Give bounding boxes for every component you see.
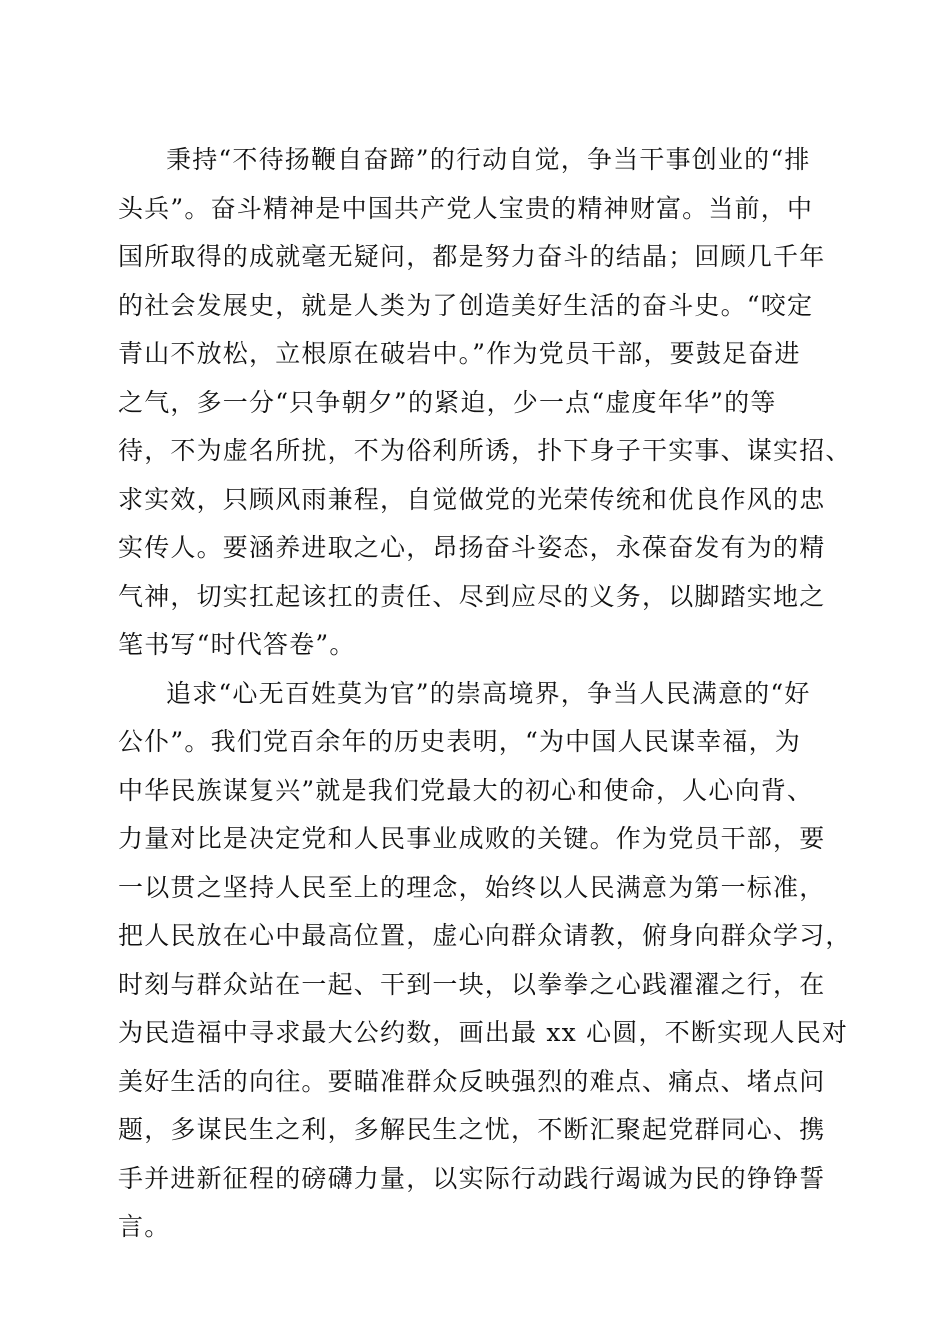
paragraph-line: 秉持“不待扬鞭自奋蹄”的行动自觉，争当干事创业的“排 xyxy=(166,145,811,174)
paragraph-line: 实传人。要涵养进取之心，昂扬奋斗姿态，永葆奋发有为的精 xyxy=(118,533,826,562)
paragraph-line: 之气，多一分“只争朝夕”的紧迫，少一点“虚度年华”的等 xyxy=(118,387,777,417)
paragraph-line: 手并进新征程的磅礴力量，以实际行动践行竭诚为民的铮铮誓 xyxy=(118,1163,826,1193)
paragraph-line: 力量对比是决定党和人民事业成败的关键。作为党员干部，要 xyxy=(118,824,826,853)
paragraph-line: 青山不放松，立根原在破岩中。”作为党员干部，要鼓足奋进 xyxy=(118,339,801,368)
paragraph-line: 把人民放在心中最高位置，虚心向群众请教，俯身向群众学习， xyxy=(118,921,852,950)
paragraph-line: 头兵”。奋斗精神是中国共产党人宝贵的精神财富。当前，中 xyxy=(118,193,814,223)
paragraph-line: 国所取得的成就毫无疑问，都是努力奋斗的结晶；回顾几千年 xyxy=(118,242,826,271)
paragraph-line: 公仆”。我们党百余年的历史表明，“为中国人民谋幸福，为 xyxy=(118,727,801,756)
paragraph-line: 为民造福中寻求最大公约数，画出最 xx 心圆，不断实现人民对 xyxy=(118,1018,849,1047)
paragraph-line: 一以贯之坚持人民至上的理念，始终以人民满意为第一标准， xyxy=(118,872,826,902)
paragraph-line: 的社会发展史，就是人类为了创造美好生活的奋斗史。“咬定 xyxy=(118,290,814,320)
paragraph-line: 美好生活的向往。要瞄准群众反映强烈的难点、痛点、堵点问 xyxy=(118,1066,826,1096)
paragraph-line: 求实效，只顾风雨兼程，自觉做党的光荣传统和优良作风的忠 xyxy=(118,484,826,514)
paragraph-line: 待，不为虚名所扰，不为俗利所诱，扑下身子干实事、谋实招、 xyxy=(118,436,852,465)
paragraph-line: 气神，切实扛起该扛的责任、尽到应尽的义务，以脚踏实地之 xyxy=(118,581,826,611)
paragraph-2 xyxy=(118,670,852,1252)
paragraph-line: 时刻与群众站在一起、干到一块，以拳拳之心践濯濯之行，在 xyxy=(118,969,826,999)
paragraph-line: 笔书写“时代答卷”。 xyxy=(118,630,356,659)
paragraph-line: 中华民族谋复兴”就是我们党最大的初心和使命，人心向背、 xyxy=(118,775,814,805)
paragraph-line: 题，多谋民生之利，多解民生之忧，不断汇聚起党群同心、携 xyxy=(118,1115,826,1144)
paragraph-line: 言。 xyxy=(118,1212,171,1241)
paragraph-line: 追求“心无百姓莫为官”的崇高境界，争当人民满意的“好 xyxy=(166,678,811,708)
paragraph-1 xyxy=(118,136,852,670)
document-body xyxy=(118,136,852,1252)
